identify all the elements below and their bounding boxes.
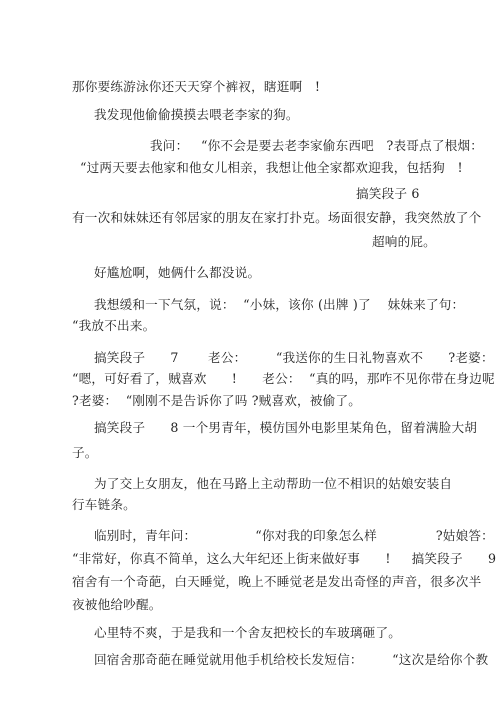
text-line: 那你要练游泳你还天天穿个裤衩，瞎逛啊 ! [72,79,321,94]
text-line: 我发现他偷偷摸摸去喂老李家的狗。 [94,107,299,122]
text-line: 超响的屁。 [372,234,436,249]
text-line: 临别时，青年问： “你对我的印象怎么样 ?姑娘答： [94,528,494,543]
text-line: 宿舍有一个奇葩，白天睡觉，晚上不睡觉老是发出奇怪的声音，很多次半 [72,574,482,589]
text-line: 搞笑段子 6 [356,186,420,201]
text-line: 为了交上女朋友，他在马路上主动帮助一位不相识的姑娘安装自 [94,476,453,491]
text-line: 夜被他给吵醒。 [72,597,162,612]
text-line: “嗯，可好看了，贼喜欢 ! 老公： “真的吗，那咋不见你带在身边呢 [72,371,495,386]
text-line: 搞笑段子 8 一个男青年，模仿国外电影里某角色，留着满脸大胡 [94,420,478,435]
text-line: 我想缓和一下气氛，说： “小妹，该你 (出牌 )了 妹妹来了句： [94,297,465,312]
text-line: 回宿舍那奇葩在睡觉就用他手机给校长发短信： “这次是给你个教 [94,652,489,667]
text-line: 有一次和妹妹还有邻居家的朋友在家打扑克。场面很安静，我突然放了个 [72,210,482,225]
text-line: 子。 [72,445,98,460]
text-line: “非常好，你真不简单，这么大年纪还上街来做好事 ! 搞笑段子 9 [72,551,497,566]
text-line: “过两天要去他家和他女儿相亲，我想让他全家都欢迎我，包括狗 ! [80,160,463,175]
text-line: 我问： “你不会是要去老李家偷东西吧 ?表哥点了根烟： [150,138,484,153]
text-line: 好尴尬啊，她俩什么都没说。 [94,265,261,280]
text-line: ?老婆： “刚刚不是告诉你了吗 ?贼喜欢，被偷了。 [72,393,362,408]
text-line: 心里特不爽，于是我和一个舍友把校长的车玻璃砸了。 [94,625,402,640]
text-line: 搞笑段子 7 老公： “我送你的生日礼物喜欢不 ?老婆： [94,350,494,365]
text-line: 行车链条。 [72,497,136,512]
text-line: “我放不出来。 [72,318,156,333]
